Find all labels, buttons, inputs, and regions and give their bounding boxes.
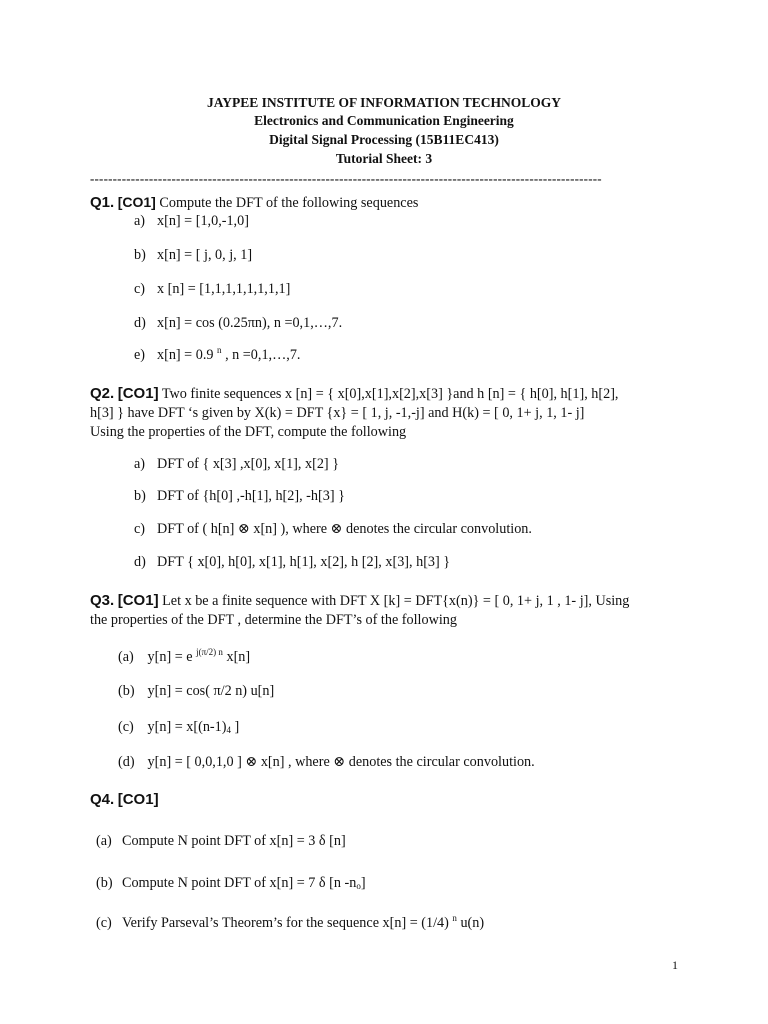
- question-2-body: [90, 384, 680, 442]
- question-1-tag: Q1.: [90, 194, 115, 211]
- question-2-line1: Two finite sequences x [n] = { x[0],x[1],x[2],x[3] }and h [n] = { h[0], h[1], h[2],: [158, 386, 619, 402]
- q4-item-c: (c) Verify Parseval’s Theorem’s for the sequence x[n] = (1/4) $^n$ u(n): [96, 913, 485, 931]
- q4-item-b: (b) Compute N point DFT of x[n] = 7 δ [n $-n_o$]: [96, 875, 366, 891]
- question-1-heading: [90, 193, 682, 212]
- question-3-tag: Q3.: [90, 592, 115, 609]
- q1-item-e: e) x[n] = 0.9 $^n$ , n =0,1,…,7.: [134, 345, 301, 363]
- q1-item-b: b) x[n] = [ j, 0, j, 1]: [134, 247, 253, 263]
- department-title: Electronics and Communication Engineering: [254, 113, 514, 128]
- course-title: Digital Signal Processing (15B11EC413): [269, 132, 499, 147]
- institute-title: JAYPEE INSTITUTE OF INFORMATION TECHNOLOGY: [206, 95, 562, 110]
- q3-item-d: (d) y[n] = [ 0,0,1,0 ] ⊗ x[n] , where ⊗ denotes the circular convolution.: [118, 754, 535, 770]
- page-number: 1: [672, 958, 678, 972]
- question-1-text: Compute the DFT of the following sequences: [155, 195, 419, 211]
- question-3-body: [90, 591, 680, 630]
- question-4-heading: [90, 791, 682, 809]
- q3-item-c: (c) $y[n] = x[(n-1)_4$ ]: [118, 719, 240, 735]
- q4-item-a: (a) Compute N point DFT of x[n] = 3 δ [n]: [96, 833, 346, 849]
- sheet-title: Tutorial Sheet: 3: [335, 151, 433, 166]
- question-4-co: [CO1]: [117, 791, 159, 808]
- q2-item-c: c) DFT of ( h[n] ⊗ x[n] ), where ⊗ denotes the circular convolution.: [134, 521, 532, 537]
- q1-item-c: c) x [n] = [1,1,1,1,1,1,1,1]: [134, 281, 291, 297]
- q2-item-d: d) DFT { x[0], h[0], x[1], h[1], x[2], h [2], x[3], h[3] }: [134, 554, 451, 570]
- q3-item-a: (a) y[n] = e $^{j(\pi/2) n}$ x[n]: [118, 647, 251, 665]
- question-3-line2: the properties of the DFT , determine the DFT’s of the following: [90, 612, 457, 628]
- q1-item-a: a) x[n] = [1,0,-1,0]: [134, 213, 249, 229]
- question-3-co: [CO1]: [117, 592, 159, 609]
- q2-item-b: b) DFT of {h[0] ,-h[1], h[2], -h[3] }: [134, 488, 345, 504]
- question-3-line1: Let x be a finite sequence with DFT X [k] = DFT{x(n)} = [ 0, 1+ j, 1 , 1- j], Using: [158, 593, 630, 609]
- q3-item-b: (b) y[n] = cos( π/2 n) u[n]: [118, 683, 275, 699]
- question-4-tag: Q4.: [90, 791, 115, 808]
- question-1-co: [CO1]: [117, 194, 156, 210]
- question-2-co: [CO1]: [117, 385, 159, 402]
- q2-item-a: a) DFT of { x[3] ,x[0], x[1], x[2] }: [134, 456, 339, 472]
- q1-item-d: d) x[n] = cos (0.25πn), n =0,1,…,7.: [134, 315, 343, 331]
- question-2-line2: h[3] } have DFT ‘s given by X(k) = DFT {x} = [ 1, j, -1,-j] and H(k) = [ 0, 1+ j, 1, 1- j]: [90, 405, 585, 421]
- separator-line: -----------------------------------------------------------------------------------------------------------------: [90, 172, 602, 186]
- question-2-tag: Q2.: [90, 385, 115, 402]
- question-2-line3: Using the properties of the DFT, compute the following: [90, 424, 407, 440]
